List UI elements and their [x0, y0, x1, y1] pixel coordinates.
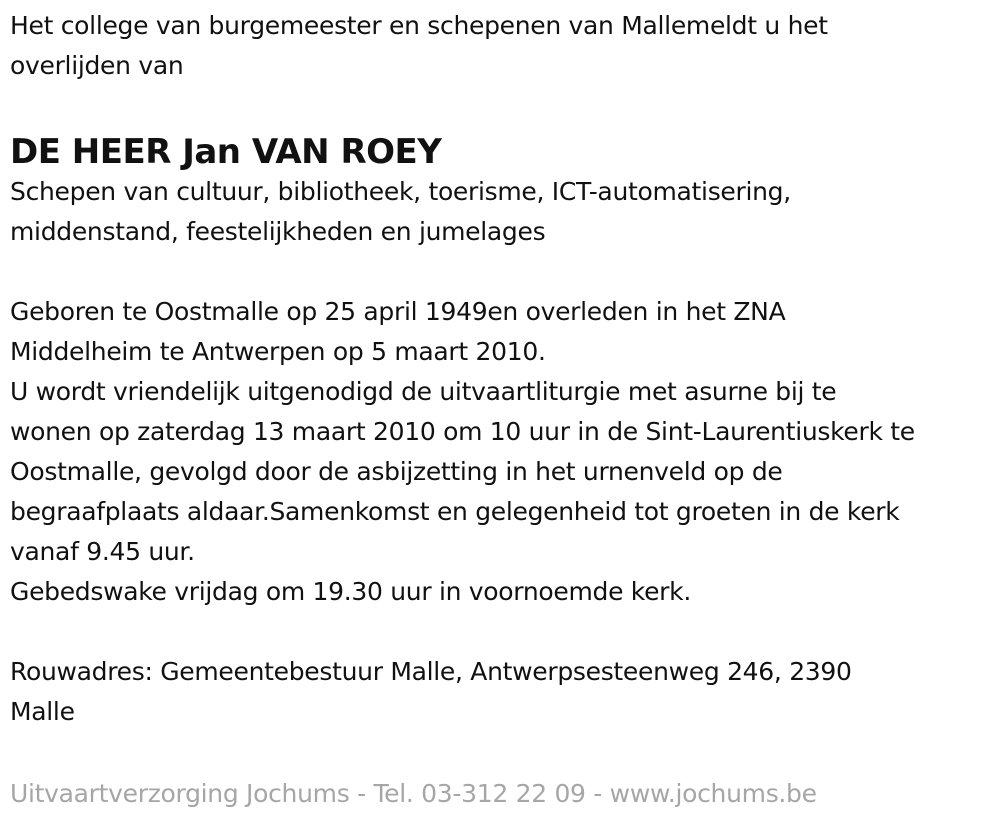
funeral-home-footer: Uitvaartverzorging Jochums - Tel. 03-312 22 09 - www.jochums.be: [10, 779, 817, 808]
death-notice: [10, 6, 995, 732]
intro-line-1: Het college van burgemeester en schepenen van Mallemeldt u het: [10, 11, 828, 40]
body-line-4: wonen op zaterdag 13 maart 2010 om 10 uur in de Sint-Laurentiuskerk te: [10, 417, 915, 446]
deceased-name: DE HEER Jan VAN ROEY: [10, 132, 442, 172]
spacer: [10, 252, 995, 292]
body-line-1: Geboren te Oostmalle op 25 april 1949en overleden in het ZNA: [10, 297, 786, 326]
body-line-6: begraafplaats aldaar.Samenkomst en gelegenheid tot groeten in de kerk: [10, 497, 900, 526]
address-line-1: Rouwadres: Gemeentebestuur Malle, Antwerpsesteenweg 246, 2390: [10, 657, 852, 686]
function-line-1: Schepen van cultuur, bibliotheek, toerisme, ICT-automatisering,: [10, 177, 791, 206]
body-line-8: Gebedswake vrijdag om 19.30 uur in voornoemde kerk.: [10, 577, 691, 606]
intro-line-2: overlijden van: [10, 51, 184, 80]
body-line-3: U wordt vriendelijk uitgenodigd de uitvaartliturgie met asurne bij te: [10, 377, 837, 406]
body-line-7: vanaf 9.45 uur.: [10, 537, 195, 566]
body-line-5: Oostmalle, gevolgd door de asbijzetting in het urnenveld op de: [10, 457, 783, 486]
spacer: [10, 612, 995, 652]
spacer: [10, 86, 995, 126]
function-line-2: middenstand, feestelijkheden en jumelages: [10, 217, 546, 246]
address-line-2: Malle: [10, 697, 75, 726]
body-line-2: Middelheim te Antwerpen op 5 maart 2010.: [10, 337, 546, 366]
